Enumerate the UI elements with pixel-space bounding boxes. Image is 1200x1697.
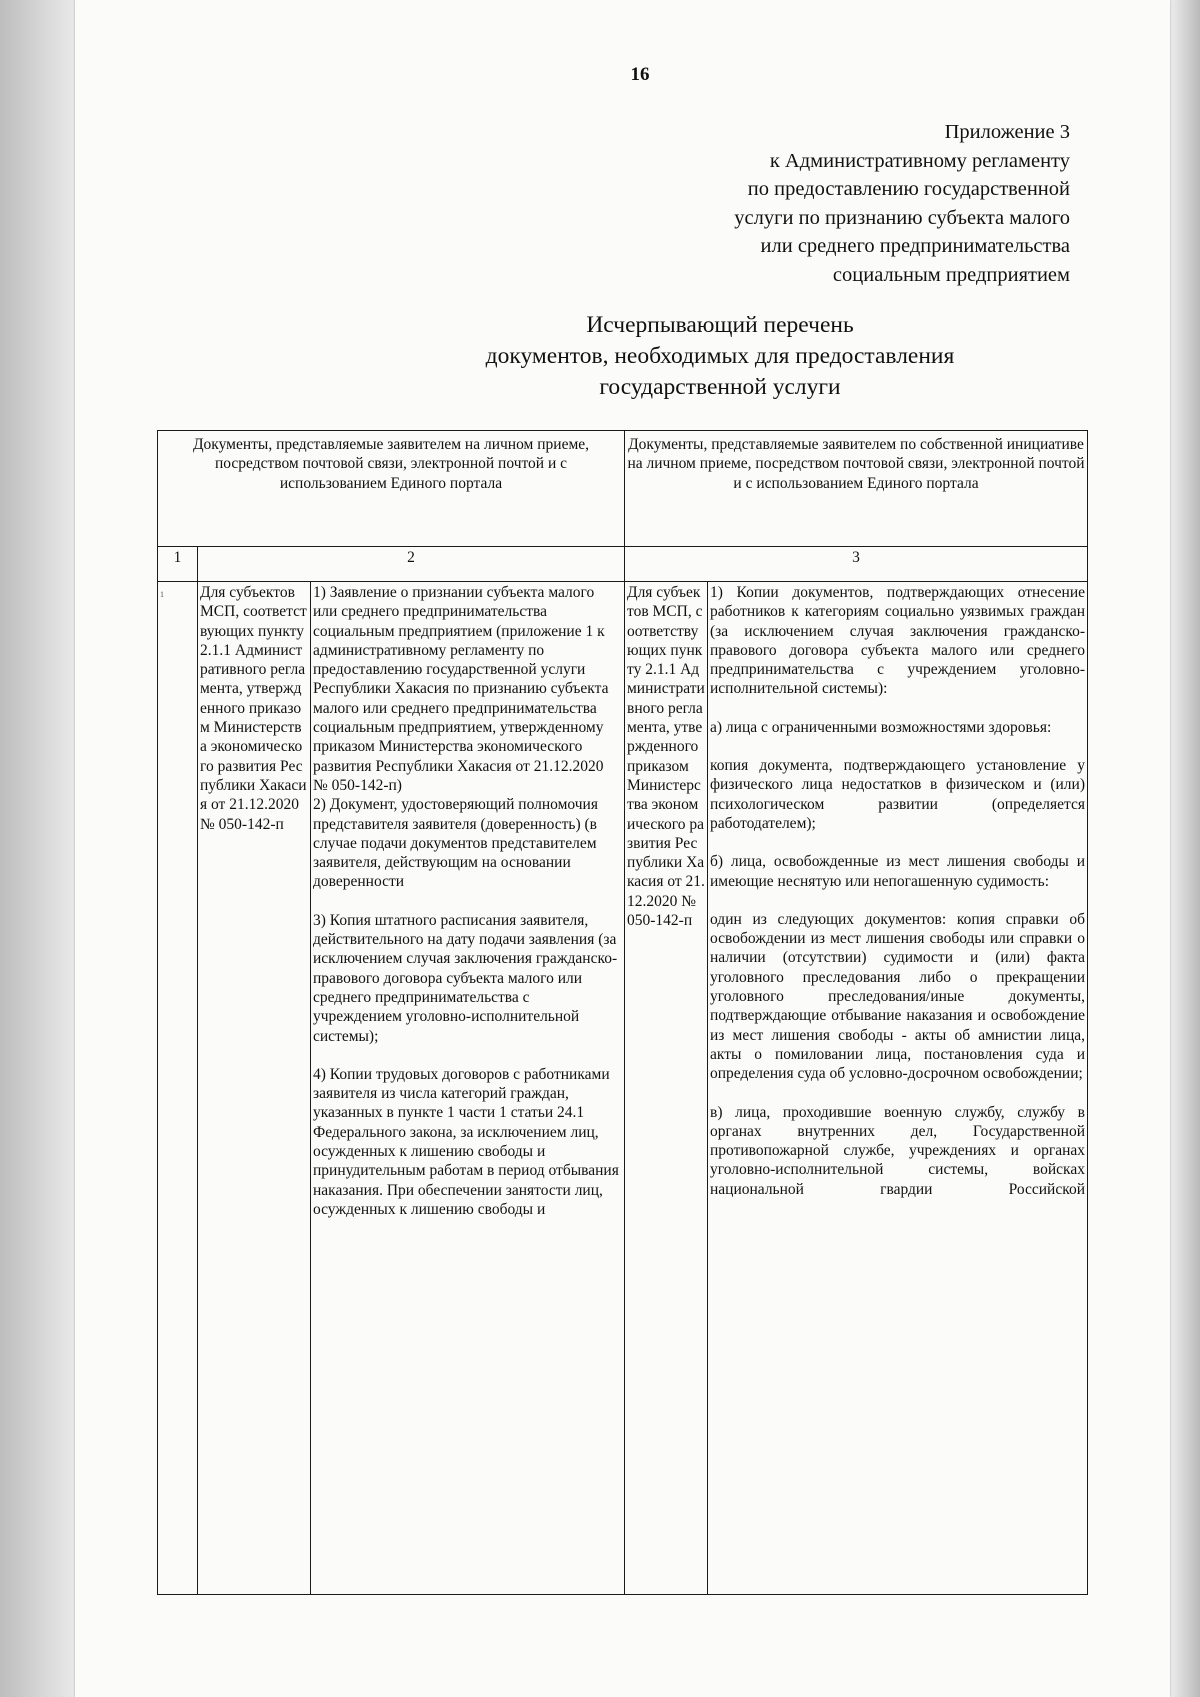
subject-right-cell: Для субъектов МСП, соответствующих пункту 2.1.1 Административного регламента, утвержденного приказом Министерства экономического развития Республики Хакасия от 21.12.2020 № 050-142-п — [625, 582, 708, 1595]
appendix-line: услуги по признанию субъекта малого — [734, 206, 1070, 229]
appendix-line: Приложение 3 — [944, 121, 1070, 143]
doc-item: 2) Документ, удостоверяющий полномочия представителя заявителя (доверенность) (в случае подачи документов представителем заявителя, действующим на основании доверенности — [313, 796, 598, 891]
row-number: 1 — [160, 590, 164, 599]
title-line: документов, необходимых для предоставления — [485, 343, 955, 369]
doc-item: 1) Копии документов, подтверждающих отнесение работников к категориям социально уязвимых граждан (за исключением случая заключения гражданско-правового договора субъекта малого или среднего предпринимательства с учреждением уголовно-исполнительной системы): — [710, 584, 1085, 698]
row-number-cell — [158, 582, 198, 1595]
table-row — [158, 582, 1088, 1595]
doc-item: копия документа, подтверждающего установление у физического лица недостатков в физическом и (или) психологическом развитии (определяется работодателем); — [710, 757, 1085, 832]
title-line: государственной услуги — [599, 374, 841, 400]
header-left: Документы, представляемые заявителем на личном приеме, посредством почтовой связи, электронной почтой и с использованием Единого портала — [158, 431, 625, 547]
docs-left-cell — [311, 582, 625, 1595]
doc-item: 4) Копии трудовых договоров с работниками заявителя из числа категорий граждан, указанных в пункте 1 части 1 статьи 24.1 Федерального закона, за исключением лиц, осужденных к лишению свободы и принудительным работам в период отбывания наказания. При обеспечении занятости лиц, осужденных к лишению свободы и — [313, 1065, 619, 1218]
document-title — [340, 310, 1100, 403]
header-right: Документы, представляемые заявителем по собственной инициативе на личном приеме, посредством почтовой связи, электронной почтой и с использованием Единого портала — [625, 431, 1088, 547]
docs-right-cell — [708, 582, 1088, 1595]
appendix-line: к Административному регламенту — [769, 149, 1070, 172]
doc-item: в) лица, проходившие военную службу, службу в органах внутренних дел, Государственной противопожарной службе, учреждениях и органах уголовно-исполнительной системы, войсках национальной гвардии Российской — [710, 1103, 1085, 1198]
column-number-1: 1 — [158, 547, 198, 582]
doc-item: 1) Заявление о признании субъекта малого или среднего предпринимательства социальным предприятием (приложение 1 к административному регламенту по предоставлению государственной услуги Республики Хакасия по признанию субъекта малого или среднего предпринимательства социальным предприятием, утвержденному приказом Министерства экономического развития Республики Хакасия от 21.12.2020 № 050-142-п) — [313, 584, 609, 794]
appendix-header — [734, 118, 1070, 289]
page-number: 16 — [630, 64, 650, 85]
doc-item: б) лица, освобожденные из мест лишения свободы и имеющие неснятую или непогашенную судимость: — [710, 853, 1085, 890]
subject-left-cell: Для субъектов МСП, соответствующих пункту 2.1.1 Административного регламента, утвержденного приказом Министерства экономического развития Республики Хакасия от 21.12.2020 № 050-142-п — [198, 582, 311, 1595]
appendix-line: социальным предприятием — [832, 263, 1070, 286]
title-line: Исчерпывающий перечень — [586, 312, 854, 338]
appendix-line: по предоставлению государственной — [747, 178, 1070, 200]
doc-item: один из следующих документов: копия справки об освобождении из мест лишения свободы или справки о наличии (отсутствии) судимости и (или) факта уголовного преследования либо о прекращении уголовного преследования/иные документы, подтверждающие отбывание наказания и освобождение из мест лишения свободы - акты об амнистии лица, акты о помиловании лица, постановления суда и определения суда об условно-досрочном освобождении; — [710, 910, 1085, 1083]
doc-item: 3) Копия штатного расписания заявителя, действительного на дату подачи заявления (за исключением случая заключения гражданско-правового договора субъекта малого или среднего предпринимательства с учреждением уголовно-исполнительной системы); — [313, 911, 618, 1045]
scan-left-margin — [0, 0, 75, 1697]
scan-right-margin — [1170, 0, 1200, 1697]
documents-table — [157, 430, 1088, 1595]
appendix-line: или среднего предпринимательства — [760, 235, 1070, 257]
column-number-2: 2 — [198, 547, 625, 582]
column-number-3: 3 — [625, 547, 1088, 582]
document-page — [75, 0, 1170, 1697]
doc-item: а) лица с ограниченными возможностями здоровья: — [710, 718, 1052, 736]
